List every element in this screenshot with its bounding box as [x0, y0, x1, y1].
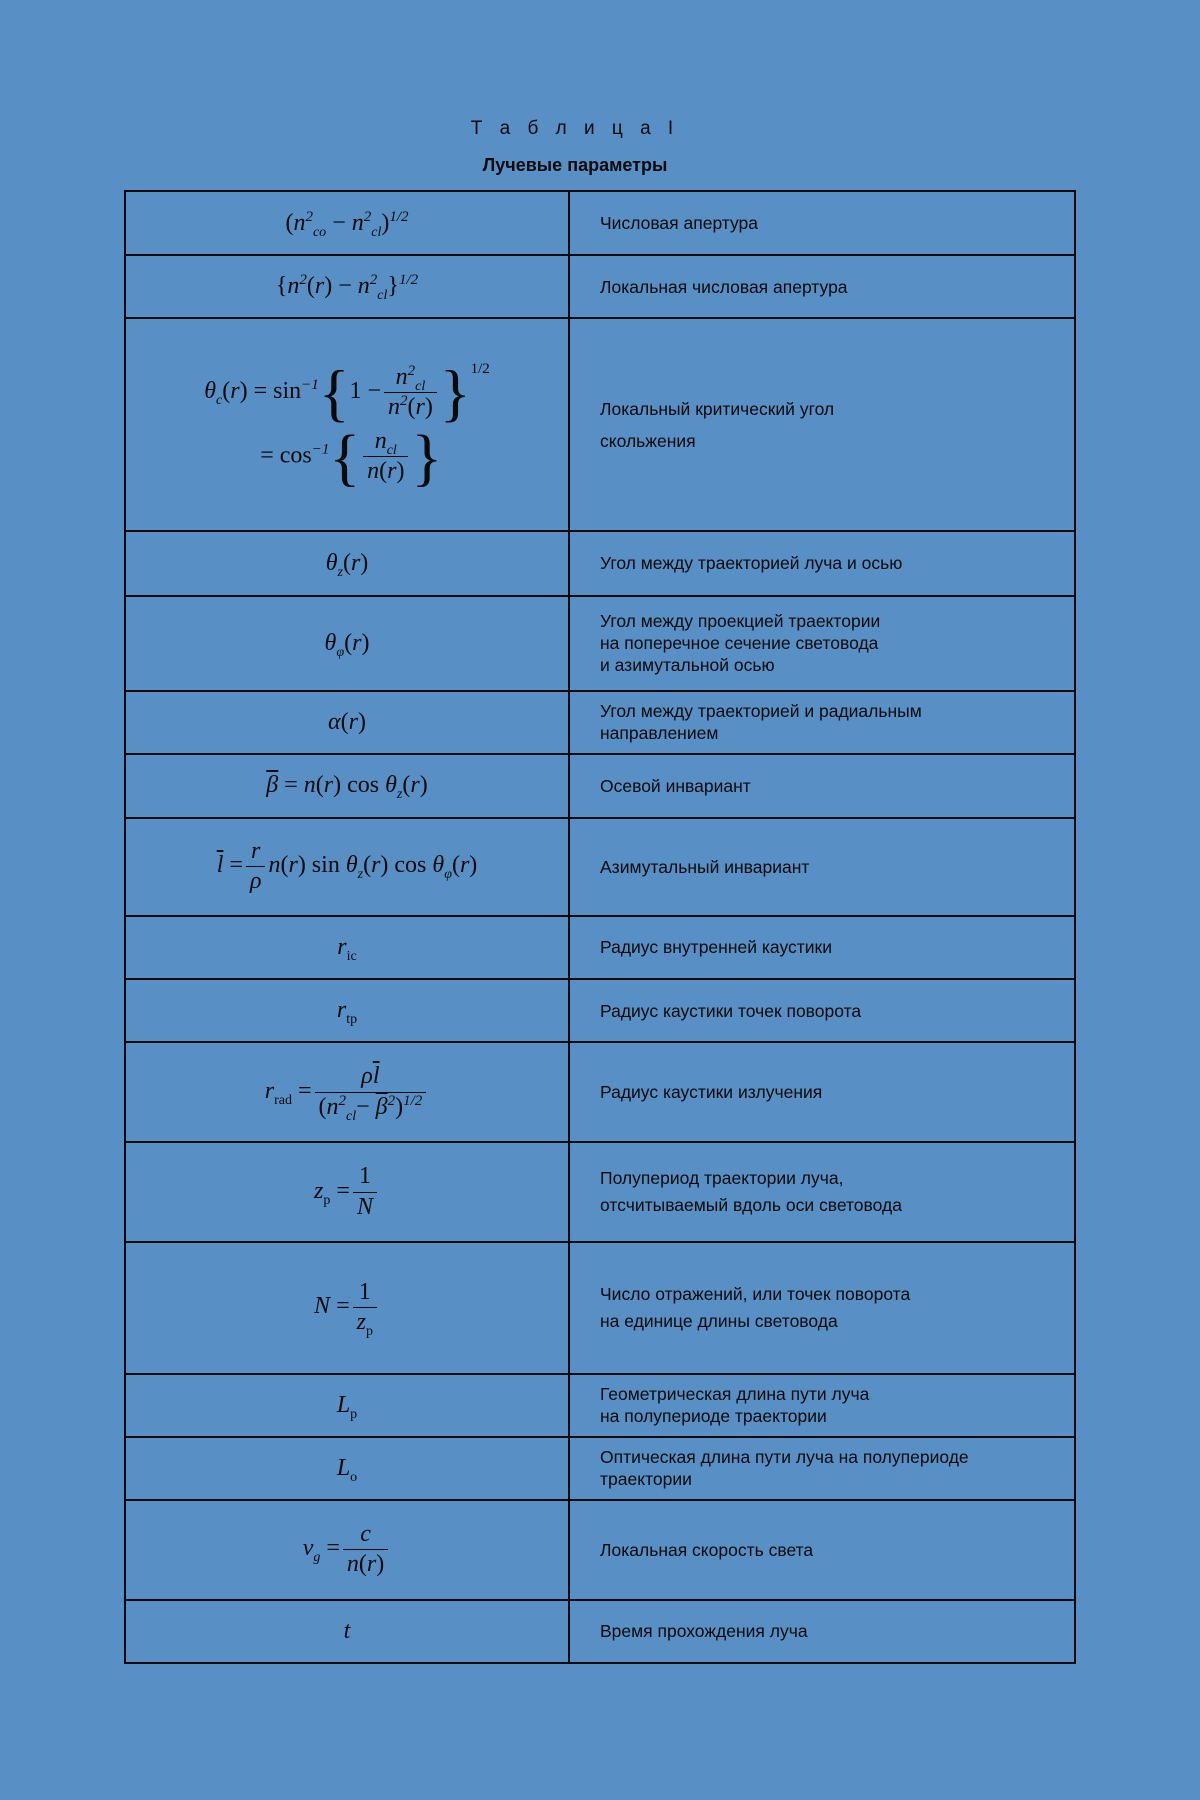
formula: $\theta_\varphi(r)$: [324, 629, 370, 660]
formula-cell: [125, 531, 569, 595]
description-cell: [569, 1242, 1075, 1373]
table-row: [125, 1600, 1075, 1663]
description-cell: [569, 596, 1075, 691]
description-cell: [569, 1600, 1075, 1663]
table-row: [125, 818, 1075, 916]
formula-cell: [125, 754, 569, 818]
formula: $L_o$: [336, 1454, 358, 1485]
formula-cell: [125, 691, 569, 754]
row-description: Геометрическая длина пути луча на полупериоде траектории: [600, 1384, 870, 1427]
row-description: Локальная числовая апертура: [600, 276, 848, 297]
formula: $\overline{l}$ = $\frac{r}{\rho}$ n(r) $\sin \theta_z(r)$ $\cos \theta_\varphi(r)$: [216, 837, 478, 895]
description-cell: [569, 531, 1075, 595]
formula: $L_p$: [336, 1391, 358, 1422]
formula: α(r): [328, 708, 366, 735]
description-cell: [569, 1142, 1075, 1242]
formula-cell: [125, 1500, 569, 1600]
formula: $r_{ic}$: [337, 934, 357, 964]
row-description: Угол между траекторией луча и осью: [600, 553, 903, 574]
description-cell: [569, 1437, 1075, 1500]
table-row: [125, 1242, 1075, 1373]
row-description: Осевой инвариант: [600, 775, 751, 796]
table-row: [125, 916, 1075, 979]
formula-cell: [125, 1437, 569, 1500]
formula-cell: [125, 255, 569, 318]
table-row: [125, 691, 1075, 754]
row-description: Оптическая длина пути луча на полупериоде траектории: [600, 1447, 969, 1490]
formula-cell: [125, 979, 569, 1042]
description-cell: [569, 818, 1075, 916]
row-description: Угол между проекцией траектории на поперечное сечение световода и азимутальной осью: [600, 611, 881, 676]
row-description: Время прохождения луча: [600, 1621, 808, 1642]
formula: $r_{tp}$: [336, 997, 358, 1027]
row-description: Локальная скорость света: [600, 1539, 814, 1560]
formula-cell: [125, 818, 569, 916]
formula-cell: [125, 596, 569, 691]
row-description: Числовая апертура: [600, 213, 759, 234]
description-cell: [569, 979, 1075, 1042]
formula: $\{n^2(r) - n^2_{cl}\}^{1/2}$: [275, 272, 419, 304]
description-cell: [569, 916, 1075, 979]
table-title: Лучевые параметры: [482, 155, 668, 175]
table-row: [125, 531, 1075, 595]
table-row: [125, 979, 1075, 1042]
formula-cell: [125, 191, 569, 255]
description-cell: [569, 1042, 1075, 1142]
formula: t: [343, 1617, 351, 1644]
formula-cell: [125, 318, 569, 531]
formula-cell: [125, 1600, 569, 1663]
formula-cell: [125, 1142, 569, 1242]
formula: $r_{rad}$ = $\frac{\rho\overline{l}}{(n^2_{cl}- \overline{\beta}^2)^{1/2}}$: [265, 1078, 430, 1104]
row-description: Радиус каустики точек поворота: [600, 1000, 862, 1021]
row-description: Радиус каустики излучения: [600, 1082, 823, 1103]
formula-cell: [125, 916, 569, 979]
description-cell: [569, 1500, 1075, 1600]
formula-cell: [125, 1042, 569, 1142]
row-description: Полупериод траектории луча, отсчитываемый вдоль оси световода: [600, 1168, 902, 1216]
description-cell: [569, 754, 1075, 818]
row-description: Угол между траекторией и радиальным направлением: [600, 701, 922, 744]
formula: $v_g$ = $\frac{c}{n(r)}$: [303, 1535, 392, 1561]
table-row: [125, 255, 1075, 318]
table-row: [125, 596, 1075, 691]
description-cell: [569, 318, 1075, 531]
table-row: [125, 318, 1075, 531]
table-row: [125, 1042, 1075, 1142]
description-cell: [569, 191, 1075, 255]
formula-cell: [125, 1374, 569, 1437]
formula: $\overline{\beta} = n(r)$ $\cos \theta_z(r)$: [266, 772, 428, 803]
formula: $(n^2_{co} - n^2_{cl})^{1/2}$: [285, 208, 409, 240]
table-caption: Т а б л и ц а I: [470, 118, 680, 139]
description-cell: [569, 691, 1075, 754]
table-row: [125, 754, 1075, 818]
row-description: Радиус внутренней каустики: [600, 937, 832, 958]
table-row: [125, 191, 1075, 255]
ray-parameters-table: [124, 190, 1076, 1664]
description-cell: [569, 1374, 1075, 1437]
description-cell: [569, 255, 1075, 318]
row-description: Число отражений, или точек поворота на единице длины световода: [600, 1283, 911, 1331]
row-description: Локальный критический угол скольжения: [600, 398, 835, 451]
table-row: [125, 1142, 1075, 1242]
formula: $\theta_z(r)$: [325, 550, 369, 580]
table-row: [125, 1437, 1075, 1500]
formula-cell: [125, 1242, 569, 1373]
formula: N = $\frac{1}{z_p}$: [314, 1293, 380, 1319]
formula: $z_p$ = $\frac{1}{N}$: [314, 1178, 380, 1204]
row-description: Азимутальный инвариант: [600, 856, 810, 877]
table-row: [125, 1500, 1075, 1600]
formula: $\theta_c(r) = \sin^{-1}\{1$ − $\frac{n^2_{cl}}{n^2(r)}$ }$^{1/2}$ = $\cos^{-1}${ $\frac{n_{cl}}{n(r)}$ }: [204, 357, 490, 493]
table-row: [125, 1374, 1075, 1437]
